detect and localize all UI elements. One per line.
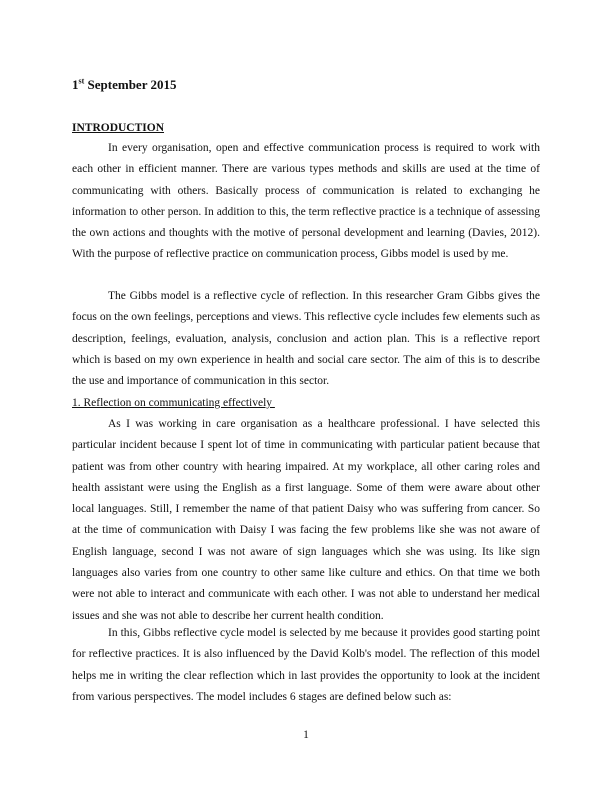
reflection-paragraph-1: As I was working in care organisation as a healthcare professional. I have selected this particular incident because I spent lot of time in communicating with particular patient because that patient was from other country with hearing impaired. At my workplace, all other caring roles and health assistant were using the English as a first language. Some of them were aware about other local languages. Still, I remember the name of that patient Daisy who was suffering from cancer. So at the time of communication with Daisy I was facing the few problems like she was not aware of English language, second I was not aware of sign languages which she was using. Its like sign languages also varies from one country to other same like culture and ethics. On that time we both were not able to interact and communicate with each other. I was not able to understand her medical issues and she was not able to describe her current health condition. — [72, 418, 540, 622]
introduction-paragraph-1: In every organisation, open and effective communication process is required to work with each other in efficient manner. There are various types methods and skills are used at the time of communicating with others. Basically process of communication is related to exchanging he information to other person. In addition to this, the term reflective practice is a technique of assessing the own actions and thoughts with the motive of personal development and learning (Davies, 2012). With the purpose of reflective practice on communication process, Gibbs model is used by me. — [72, 142, 540, 261]
section-heading-reflection: 1. Reflection on communicating effectively — [72, 397, 275, 409]
reflection-paragraph-2: In this, Gibbs reflective cycle model is selected by me because it provides good starting point for reflective practices. It is also influenced by the David Kolb's model. The reflection of this model helps me in writing the clear reflection which in last provides the opportunity to look at the incident from various perspectives. The model includes 6 stages are defined below such as: — [72, 627, 540, 703]
date-day: 1 — [72, 77, 79, 92]
introduction-paragraph-2: The Gibbs model is a reflective cycle of reflection. In this researcher Gram Gibbs gives the focus on the own feelings, perceptions and views. This reflective cycle includes few elements such as description, feelings, evaluation, analysis, conclusion and action plan. This is a reflective report which is based on my own experience in health and social care sector. The aim of this is to describe the use and importance of communication in this sector. — [72, 290, 540, 388]
page-number: 1 — [303, 729, 309, 741]
date-suffix: st — [78, 76, 85, 86]
document-date — [72, 77, 176, 93]
date-rest: September 2015 — [84, 77, 177, 92]
introduction-heading: INTRODUCTION — [72, 122, 165, 134]
